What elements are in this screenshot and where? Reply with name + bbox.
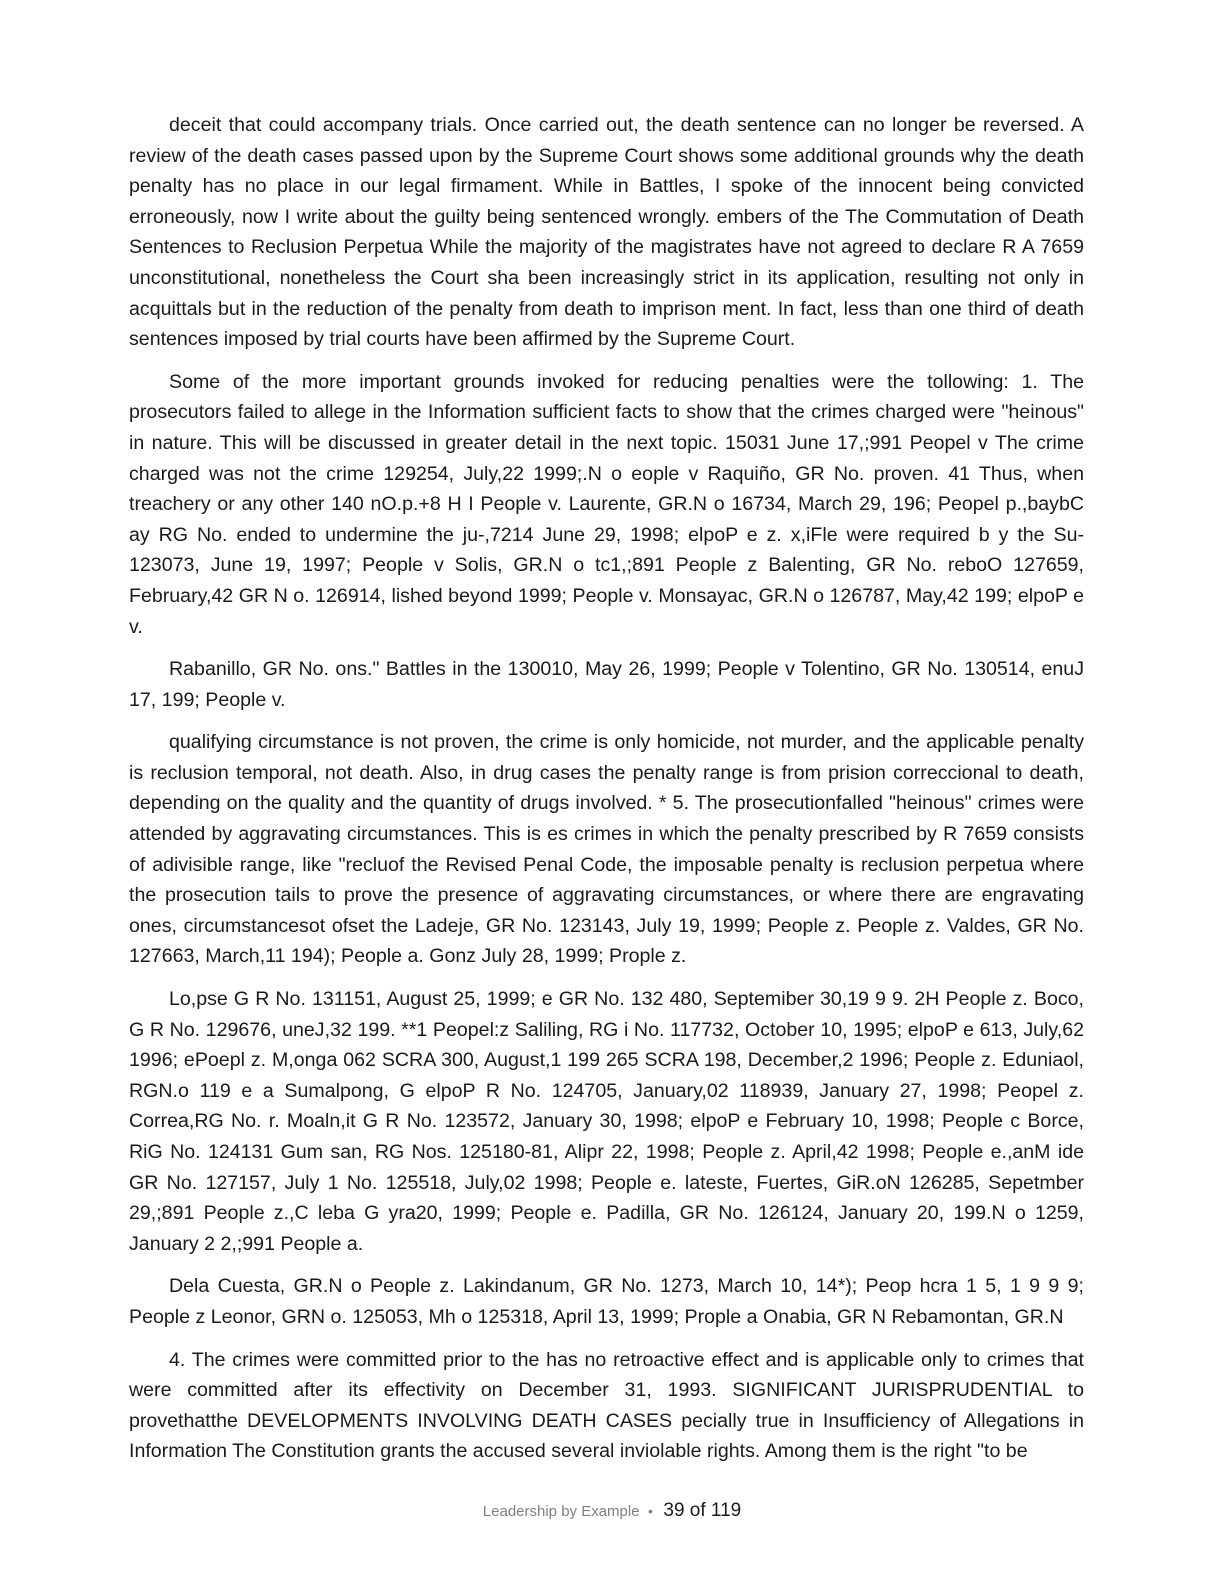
paragraph-6: Dela Cuesta, GR.N o People z. Lakindanum, GR No. 1273, March 10, 14*); Peop hcra 1 5, 1 9 9 9; People z Leonor, GRN o. 125053, Mh o 125318, April 13, 1999; Prople a Onabia, GR N Rebamontan, GR.N: [129, 1275, 1084, 1328]
footer-label: Leadership by Example: [482, 1503, 640, 1520]
page-number: 39 of 119: [663, 1500, 742, 1521]
page-footer: [0, 1500, 1224, 1522]
footer-bullet: •: [648, 1503, 653, 1519]
paragraph-4: qualifying circumstance is not proven, the crime is only homicide, not murder, and the applicable penalty is reclusion temporal, not death. Also, in drug cases the penalty range is from prision correccional to death, depending on the quality and the quantity of drugs involved. * 5. The prosecutionfalled "heinous" crimes were attended by aggravating circumstances. This is es crimes in which the penalty prescribed by R 7659 consists of adivisible range, like "recluof the Revised Penal Code, the imposable penalty is reclusion perpetua where the prosecution tails to prove the presence of aggravating circumstances, or where there are engravating ones, circumstancesot ofset the Ladeje, GR No. 123143, July 19, 1999; People z. People z. Valdes, GR No. 127663, March,11 194); People a. Gonz July 28, 1999; Prople z.: [129, 731, 1084, 968]
paragraph-7: 4. The crimes were committed prior to the has no retroactive effect and is applicable only to crimes that were committed after its effectivity on December 31, 1993. SIGNIFICANT JURISPRUDENTIAL to provethatthe DEVELOPMENTS INVOLVING DEATH CASES pecially true in Insufficiency of Allegations in Information The Constitution grants the accused several inviolable rights. Among them is the right "to be: [129, 1348, 1084, 1463]
paragraph-1: deceit that could accompany trials. Once carried out, the death sentence can no longer be reversed. A review of the death cases passed upon by the Supreme Court shows some additional grounds why the death penalty has no place in our legal firmament. While in Battles, I spoke of the innocent being convicted erroneously, now I write about the guilty being sentenced wrongly. embers of the The Commutation of Death Sentences to Reclusion Perpetua While the majority of the magistrates have not agreed to declare R A 7659 unconstitutional, nonetheless the Court sha been increasingly strict in its application, resulting not only in acquittals but in the reduction of the penalty from death to imprison ment. In fact, less than one third of death sentences imposed by trial courts have been affirmed by the Supreme Court.: [129, 114, 1084, 351]
document-body: [129, 110, 1084, 1479]
paragraph-5: Lo,pse G R No. 131151, August 25, 1999; e GR No. 132 480, Septemiber 30,19 9 9. 2H People z. Boco, G R No. 129676, uneJ,32 199. **1 Peopel:z Saliling, RG i No. 117732, October 10, 1995; elpoP e 613, July,62 1996; ePoepl z. M,onga 062 SCRA 300, August,1 199 265 SCRA 198, December,2 1996; People z. Eduniaol, RGN.o 119 e a Sumalpong, G elpoP R No. 124705, January,02 118939, January 27, 1998; Peopel z. Correa,RG No. r. Moaln,it G R No. 123572, January 30, 1998; elpoP e February 10, 1998; People c Borce, RiG No. 124131 Gum san, RG Nos. 125180-81, Alipr 22, 1998; People z. April,42 1998; People e.,anM ide GR No. 127157, July 1 No. 125518, July,02 1998; People e. lateste, Fuertes, GiR.oN 126285, Sepetmber 29,;891 People z.,C leba G yra20, 1999; People e. Padilla, GR No. 126124, January 20, 199.N o 1259, January 2 2,;991 People a.: [129, 988, 1084, 1255]
paragraph-2: Some of the more important grounds invoked for reducing penalties were the tollowing: 1. The prosecutors failed to allege in the Information sufficient facts to show that the crimes charged were "heinous" in nature. This will be discussed in greater detail in the next topic. 15031 June 17,;991 Peopel v The crime charged was not the crime 129254, July,22 1999;.N o eople v Raquiño, GR No. proven. 41 Thus, when treachery or any other 140 nO.p.+8 H I People v. Laurente, GR.N o 16734, March 29, 196; Peopel p.,baybC ay RG No. ended to undermine the ju-,7214 June 29, 1998; elpoP e z. x,iFle were required b y the Su- 123073, June 19, 1997; People v Solis, GR.N o tc1,;891 People z Balenting, GR No. reboO 127659, February,42 GR N o. 126914, lished beyond 1999; People v. Monsayac, GR.N o 126787, May,42 199; elpoP e v.: [129, 370, 1084, 638]
paragraph-3: Rabanillo, GR No. ons." Battles in the 130010, May 26, 1999; People v Tolentino, GR No. 130514, enuJ 17, 199; People v.: [129, 658, 1084, 711]
